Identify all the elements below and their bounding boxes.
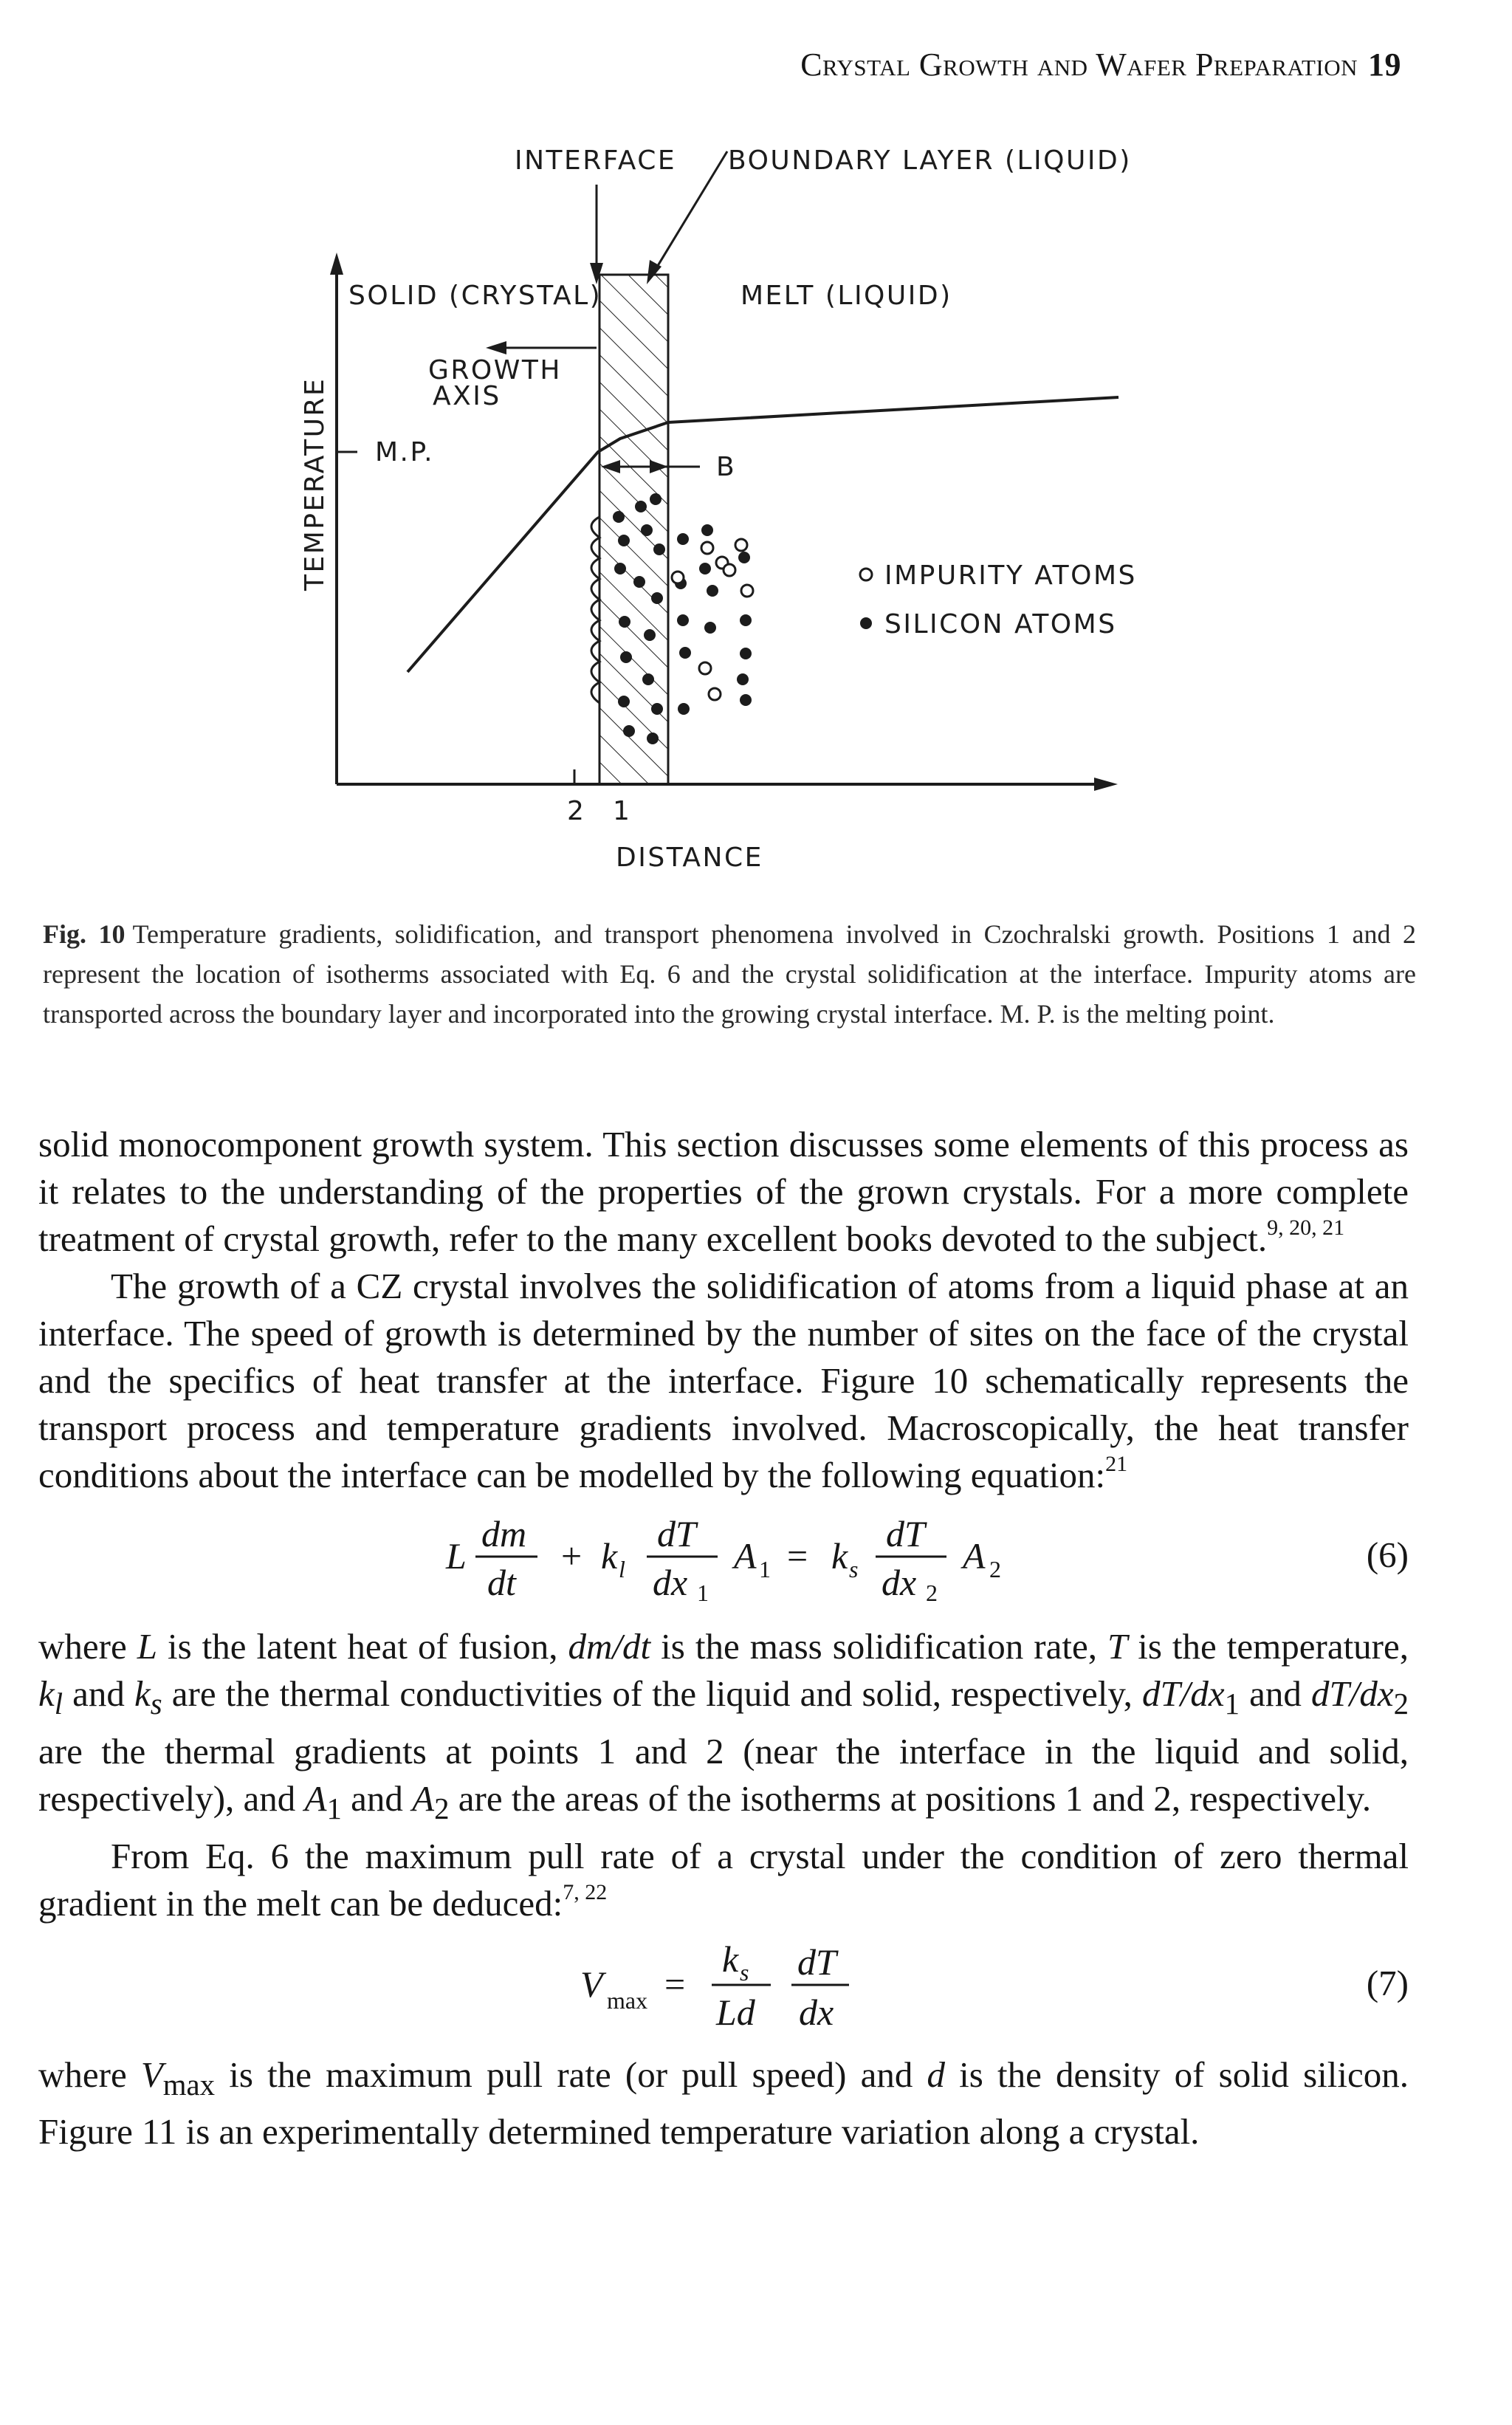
equation-7-number: (7) bbox=[1366, 1962, 1409, 2003]
growth-axis-arrowhead bbox=[486, 341, 506, 354]
interface-edge bbox=[591, 517, 599, 703]
svg-text:2: 2 bbox=[926, 1579, 938, 1606]
paragraph-5: where $V_{max}$ is the maximum pull rate (or pull speed) and d is the density of solid silicon. Figure 11 is an experimentally determined temperature variation along a crystal. bbox=[38, 2054, 1409, 2153]
running-head-title: Crystal Growth and Wafer Preparation bbox=[800, 47, 1358, 83]
svg-text:A: A bbox=[963, 1535, 986, 1577]
reference-21: 21 bbox=[1105, 1452, 1128, 1476]
x-axis-arrow bbox=[1094, 778, 1118, 791]
svg-text:dT: dT bbox=[657, 1513, 696, 1554]
svg-text:dT: dT bbox=[886, 1513, 925, 1554]
boundary-layer-label: BOUNDARY LAYER (LIQUID) bbox=[728, 145, 1132, 176]
svg-text:1: 1 bbox=[697, 1579, 709, 1606]
legend-silicon-label: SILICON ATOMS bbox=[884, 609, 1117, 639]
svg-text:=: = bbox=[787, 1535, 808, 1577]
svg-text:s: s bbox=[849, 1556, 859, 1582]
y-axis-arrow bbox=[330, 253, 343, 275]
svg-text:L: L bbox=[446, 1535, 467, 1577]
legend-silicon-symbol bbox=[860, 617, 872, 629]
paragraph-2-text: The growth of a CZ crystal involves the solidification of atoms from a liquid phase at an interface. The speed of growth is determined by the number of sites on the face of the crystal and the specifics of heat transfer at the interface. Figure 10 schematically represents the transport process and temperature gradients involved. Macroscopically, the heat transfer conditions about the interface can be modelled by the following equation: bbox=[38, 1266, 1409, 1495]
paragraph-4 bbox=[38, 1833, 1409, 1927]
svg-text:k: k bbox=[601, 1535, 618, 1577]
temperature-axis-label: TEMPERATURE bbox=[300, 377, 330, 591]
svg-text:Ld: Ld bbox=[716, 1991, 755, 2033]
mp-label: M.P. bbox=[375, 437, 435, 467]
svg-text:1: 1 bbox=[759, 1556, 771, 1582]
page-number: 19 bbox=[1368, 47, 1401, 83]
svg-text:l: l bbox=[619, 1556, 625, 1582]
caption-label: Fig. 10 bbox=[43, 919, 126, 949]
figure-caption bbox=[43, 914, 1416, 1034]
svg-text:dm: dm bbox=[481, 1513, 527, 1554]
paragraph-1 bbox=[38, 1121, 1409, 1263]
solid-crystal-label: SOLID (CRYSTAL) bbox=[348, 281, 602, 311]
svg-text:dx: dx bbox=[882, 1562, 917, 1603]
svg-text:dx: dx bbox=[653, 1562, 688, 1603]
growth-axis-label-2: AXIS bbox=[433, 381, 501, 411]
melt-liquid-label: MELT (LIQUID) bbox=[740, 281, 952, 311]
caption-text: Temperature gradients, solidification, and transport phenomena involved in Czochralski growth. Positions 1 and 2 represent the location of isotherms associated with Eq. 6 and the crystal solidification at the interface. Impurity atoms are transported across the boundary layer and incorporated into the growing crystal interface. M. P. is the melting point. bbox=[43, 919, 1416, 1029]
svg-text:dx: dx bbox=[799, 1991, 834, 2033]
equation-7-formula bbox=[577, 1930, 1020, 2041]
svg-text:k: k bbox=[831, 1535, 848, 1577]
reference-7-22: 7, 22 bbox=[563, 1879, 608, 1904]
svg-text:V: V bbox=[580, 1963, 603, 2005]
body-text bbox=[38, 1121, 1409, 2155]
legend-impurity-label: IMPURITY ATOMS bbox=[884, 560, 1137, 591]
paragraph-3: where L is the latent heat of fusion, dm/dt is the mass solidification rate, T is the temperature, $k_l$ and $k_s$ are the thermal conductivities of the liquid and solid, respectively, $dT/dx_1$ and $dT/dx_2$ are the thermal gradients at points 1 and 2 (near the interface in the liquid and solid, respectively), and $A_1$ and $A_2$ are the areas of the isotherms at positions 1 and 2, respectively. bbox=[38, 1626, 1409, 1825]
svg-text:dt: dt bbox=[487, 1562, 516, 1603]
svg-text:A: A bbox=[734, 1535, 757, 1577]
position-2-label: 2 bbox=[567, 796, 586, 826]
b-label: B bbox=[716, 452, 737, 482]
equation-7 bbox=[38, 1930, 1409, 2041]
reference-9-20-21: 9, 20, 21 bbox=[1267, 1215, 1345, 1240]
paragraph-1-text: solid monocomponent growth system. This section discusses some elements of this process as it relates to the understanding of the properties of the grown crystals. For a more complete treatment of crystal growth, refer to the many excellent books devoted to the subject. bbox=[38, 1124, 1409, 1259]
equation-6-number: (6) bbox=[1366, 1534, 1409, 1575]
svg-text:2: 2 bbox=[989, 1556, 1001, 1582]
position-1-label: 1 bbox=[613, 796, 632, 826]
equation-6 bbox=[38, 1502, 1409, 1613]
interface-label: INTERFACE bbox=[515, 145, 677, 176]
equation-6-formula bbox=[443, 1502, 1107, 1613]
svg-text:+: + bbox=[561, 1535, 583, 1577]
svg-text:k: k bbox=[722, 1938, 739, 1980]
figure-10-diagram bbox=[0, 0, 1512, 893]
svg-text:max: max bbox=[607, 1986, 648, 2014]
legend-impurity-symbol bbox=[860, 569, 872, 580]
paragraph-4-text: From Eq. 6 the maximum pull rate of a crystal under the condition of zero thermal gradient in the melt can be deduced: bbox=[38, 1835, 1409, 1924]
growth-axis-label-1: GROWTH bbox=[428, 355, 562, 385]
paragraph-2 bbox=[38, 1263, 1409, 1499]
svg-text:dT: dT bbox=[797, 1941, 836, 1983]
svg-text:=: = bbox=[664, 1963, 686, 2005]
distance-axis-label: DISTANCE bbox=[616, 843, 763, 873]
svg-text:s: s bbox=[740, 1958, 749, 1986]
